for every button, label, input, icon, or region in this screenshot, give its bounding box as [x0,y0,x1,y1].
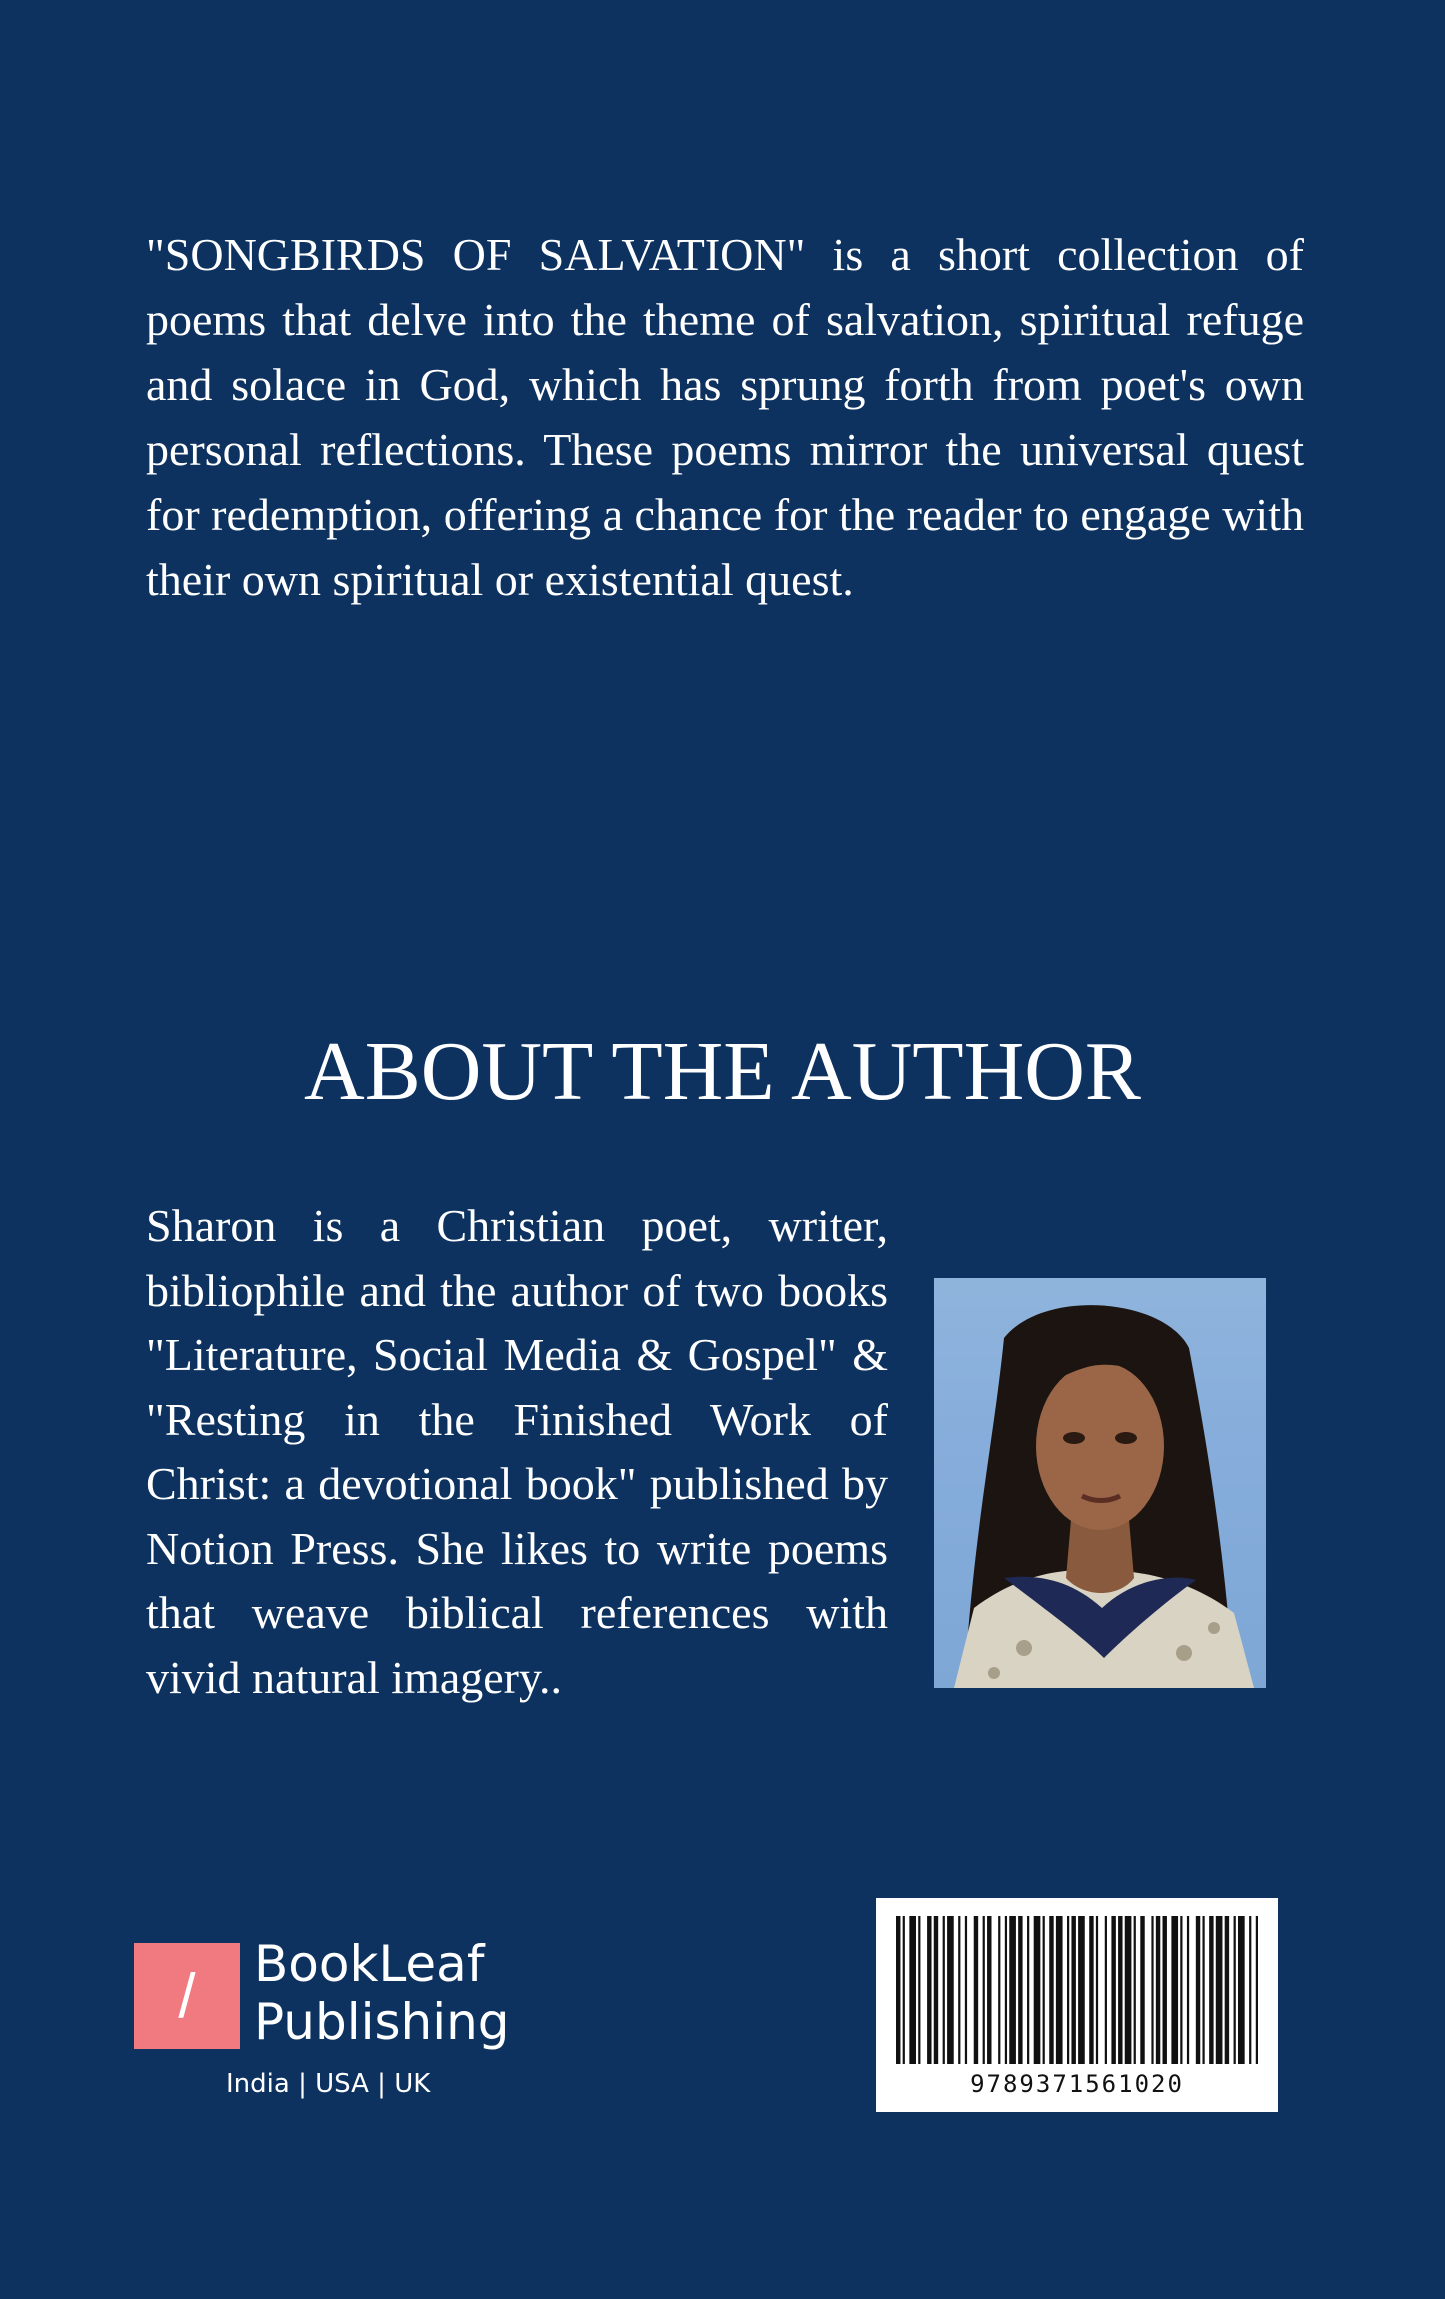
barcode-bar [1151,1916,1153,2064]
barcode-bar [947,1916,954,2064]
barcode-bar [1156,1916,1160,2064]
barcode-bar [1034,1916,1041,2064]
publisher-name [254,1935,510,2051]
barcode-bar [1238,1916,1245,2064]
barcode-bar [1225,1916,1229,2064]
barcode-bar [1009,1916,1016,2064]
barcode-bar [1249,1916,1251,2064]
barcode-bar [1049,1916,1053,2064]
barcode-bar [909,1916,916,2064]
barcode-bar [896,1916,900,2064]
barcode-bar [1111,1916,1115,2064]
barcode-bar [1187,1916,1189,2064]
barcode-bar [1140,1916,1144,2064]
barcode-bar [998,1916,1000,2064]
barcode-bar [1005,1916,1007,2064]
barcode-bar [1134,1916,1136,2064]
barcode-bars [896,1916,1258,2064]
barcode-bar [1125,1916,1132,2064]
barcode-bar [1171,1916,1178,2064]
slash-logo-icon: / [134,1943,240,2049]
about-author-heading: ABOUT THE AUTHOR [304,1025,1141,1118]
barcode-bar [1209,1916,1213,2064]
barcode-bar [1118,1916,1122,2064]
barcode-bar [927,1916,931,2064]
barcode-bar [974,1916,978,2064]
barcode-bar [943,1916,945,2064]
author-bio: Sharon is a Christian poet, writer, bibliophile and the author of two books "Literature, Social Media & Gospel" & "Resting in the Finished Work of Christ: a devotional book" published by Notion Press. She likes to write poems that weave biblical references with vivid natural imagery.. [146,1200,888,1703]
barcode-bar [1071,1916,1075,2064]
barcode-bar [1234,1916,1236,2064]
barcode-bar [1096,1916,1098,2064]
barcode-bar [1018,1916,1022,2064]
isbn-number: 9789371561020 [970,2070,1184,2098]
barcode-bar [1056,1916,1063,2064]
barcode-bar [1067,1916,1069,2064]
barcode-bar [934,1916,938,2064]
barcode-bar [1180,1916,1182,2064]
barcode-bar [1027,1916,1029,2064]
barcode-bar [1089,1916,1093,2064]
publisher-logo [134,1935,534,2103]
barcode-bar [903,1916,905,2064]
barcode-bar [983,1916,985,2064]
publisher-name-line1: BookLeaf [254,1935,485,1993]
barcode-bar [1202,1916,1204,2064]
barcode-bar [987,1916,991,2064]
author-photo [934,1278,1266,1688]
barcode-bar [918,1916,920,2064]
isbn-barcode [876,1898,1278,2112]
publisher-name-line2: Publishing [254,1993,510,2051]
book-blurb: "SONGBIRDS OF SALVATION" is a short collection of poems that delve into the theme of salvation, spiritual refuge and solace in God, which has sprung forth from poet's own personal reflections. These poems mirror the universal quest for redemption, offering a chance for the reader to engage with their own spiritual or existential quest. [146,229,1304,605]
barcode-bar [1043,1916,1045,2064]
barcode-bar [1078,1916,1085,2064]
publisher-regions: India | USA | UK [226,2069,431,2099]
barcode-bar [958,1916,960,2064]
barcode-bar [1105,1916,1107,2064]
barcode-bar [965,1916,967,2064]
barcode-bar [1163,1916,1167,2064]
barcode-bar [1216,1916,1223,2064]
barcode-bar [1196,1916,1200,2064]
barcode-bar [1256,1916,1258,2064]
